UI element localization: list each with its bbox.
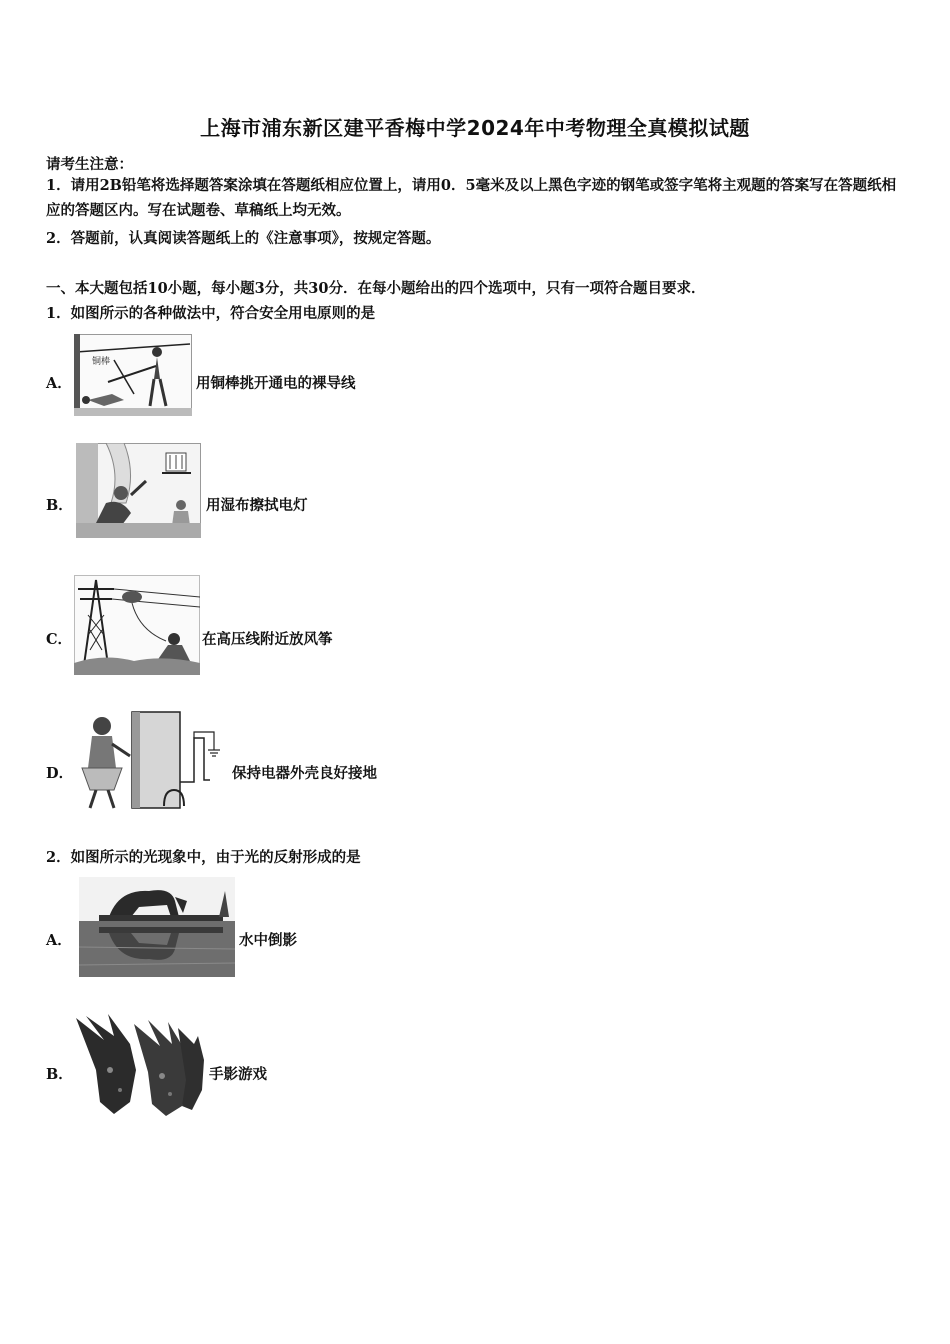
kite-power-line-illustration <box>74 575 200 675</box>
hand-shadow-photo <box>74 1010 206 1118</box>
q1-option-c-letter: C． <box>46 631 73 648</box>
page-title: 上海市浦东新区建平香梅中学2024年中考物理全真模拟试题 <box>200 116 750 140</box>
question-1-stem: 1．如图所示的各种做法中，符合安全用电原则的是 <box>46 305 376 322</box>
q1-option-b-text: 用湿布擦拭电灯 <box>206 497 308 514</box>
water-reflection-photo <box>79 877 235 977</box>
q1-option-c-text: 在高压线附近放风筝 <box>202 631 333 648</box>
wet-cloth-lamp-illustration <box>76 443 201 538</box>
q1-option-b-letter: B． <box>46 497 73 514</box>
q2-option-a-text: 水中倒影 <box>239 932 297 949</box>
q1-option-a-text: 用铜棒挑开通电的裸导线 <box>196 375 356 392</box>
question-2-stem: 2．如图所示的光现象中，由于光的反射形成的是 <box>46 849 361 866</box>
notice-heading: 请考生注意： <box>46 156 133 173</box>
grounded-appliance-illustration <box>74 710 226 810</box>
notice-item-2: 2．答题前，认真阅读答题纸上的《注意事项》，按规定答题。 <box>46 230 441 247</box>
copper-rod-image-label: 铜棒 <box>92 357 111 367</box>
q1-option-d-text: 保持电器外壳良好接地 <box>232 765 377 782</box>
q1-option-a-letter: A． <box>46 375 72 392</box>
copper-rod-illustration <box>74 334 192 416</box>
q2-option-a-letter: A． <box>46 932 72 949</box>
notice-item-1: 1．请用2B铅笔将选择题答案涂填在答题纸相应位置上，请用0．5毫米及以上黑色字迹的钢笔或签字笔将主观题的答案写在答题纸相应的答题区内。写在试题卷、草稿纸上均无效。 <box>46 177 897 219</box>
section-instruction: 一、本大题包括10小题，每小题3分，共30分．在每小题给出的四个选项中，只有一项符合题目要求． <box>46 280 706 297</box>
q2-option-b-text: 手影游戏 <box>209 1066 267 1083</box>
q2-option-b-letter: B． <box>46 1066 73 1083</box>
q1-option-d-letter: D． <box>46 765 74 782</box>
